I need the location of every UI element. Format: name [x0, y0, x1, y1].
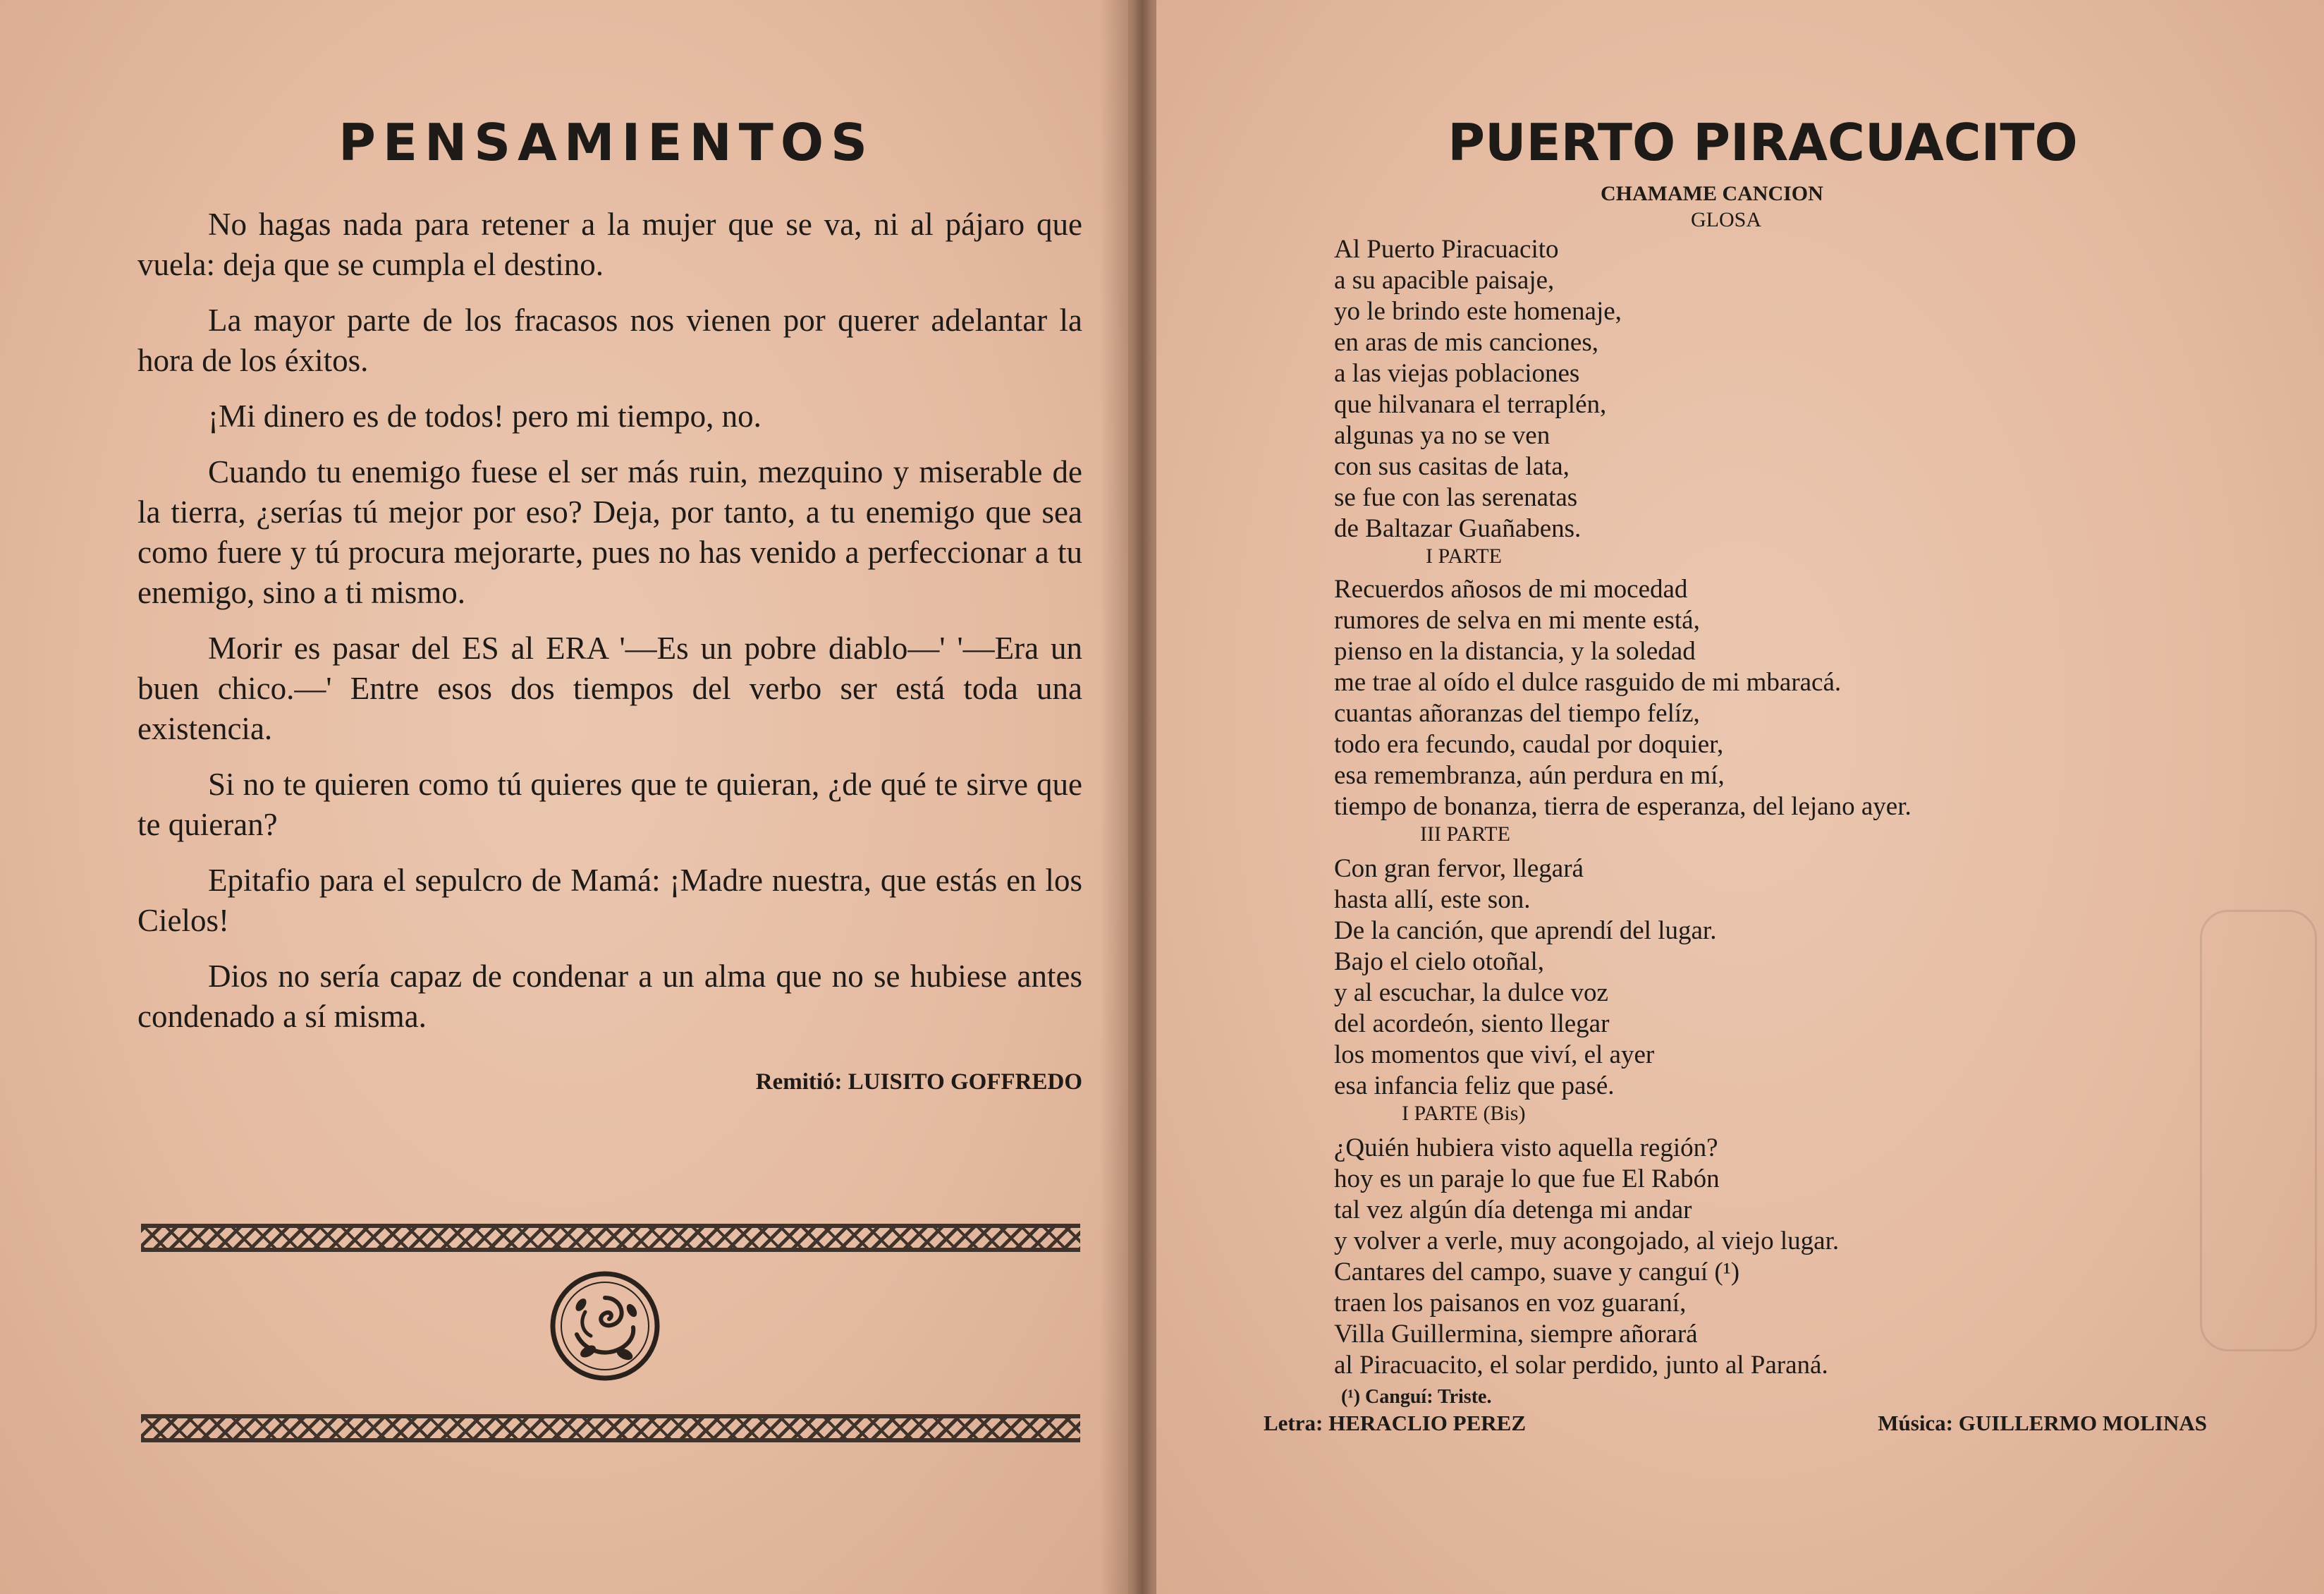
footnote: (¹) Canguí: Triste.	[1341, 1386, 1492, 1408]
lyricist-credit: Letra: HERACLIO PEREZ	[1264, 1411, 1526, 1435]
lyric-line: y al escuchar, la dulce voz	[1334, 978, 1608, 1007]
thought-5: Morir es pasar del ES al ERA '—Es un pobre diablo—' '—Era un buen chico.—' Entre esos dos tiempos del verbo ser está toda una existencia.	[137, 631, 1082, 746]
section-label-i-parte: I PARTE	[1426, 544, 1502, 568]
lyric-line: y volver a verle, muy acongojado, al viejo lugar.	[1334, 1227, 1840, 1255]
lyric-line: Recuerdos añosos de mi mocedad	[1334, 575, 1688, 604]
lyric-line: ¿Quién hubiera visto aquella región?	[1334, 1133, 1718, 1162]
lyric-line: se fue con las serenatas	[1334, 483, 1578, 512]
lyric-line: hoy es un paraje lo que fue El Rabón	[1334, 1164, 1720, 1193]
section-label-iii-parte: III PARTE	[1420, 822, 1510, 846]
lyric-line: de Baltazar Guañabens.	[1334, 514, 1582, 543]
lyric-line: pienso en la distancia, y la soledad	[1334, 637, 1696, 666]
lyric-line: cuantas añoranzas del tiempo felíz,	[1334, 699, 1700, 728]
right-page	[1156, 0, 2324, 1594]
lyric-line: Cantares del campo, suave y canguí (¹)	[1334, 1258, 1740, 1286]
thoughts-list	[137, 205, 1082, 1052]
lyric-line: De la canción, que aprendí del lugar.	[1334, 916, 1717, 945]
lyric-line: esa remembranza, aún perdura en mí,	[1334, 761, 1725, 790]
ornament-border-bottom	[141, 1414, 1080, 1442]
lyric-line: al Piracuacito, el solar perdido, junto al Paraná.	[1334, 1351, 1828, 1380]
lyric-line: que hilvanara el terraplén,	[1334, 390, 1607, 419]
lyric-line: yo le brindo este homenaje,	[1334, 297, 1622, 326]
section-label-i-parte-bis: I PARTE (Bis)	[1402, 1102, 1526, 1125]
song-title: PUERTO PIRACUACITO	[1448, 113, 2078, 172]
remitio-credit: Remitió: LUISITO GOFFREDO	[755, 1069, 1082, 1095]
lyric-line: con sus casitas de lata,	[1334, 452, 1570, 481]
show-through-shape	[2200, 910, 2317, 1351]
thought-7: Epitafio para el sepulcro de Mamá: ¡Madre nuestra, que estás en los Cielos!	[137, 863, 1082, 938]
lyric-line: traen los paisanos en voz guaraní,	[1334, 1289, 1687, 1318]
thought-3: ¡Mi dinero es de todos! pero mi tiempo, no.	[208, 399, 762, 434]
song-genre: CHAMAME CANCION	[1601, 182, 1823, 205]
lyric-line: hasta allí, este son.	[1334, 885, 1531, 914]
floral-emblem-icon	[549, 1270, 661, 1382]
lyric-line: tiempo de bonanza, tierra de esperanza, del lejano ayer.	[1334, 792, 1912, 821]
lyric-line: del acordeón, siento llegar	[1334, 1009, 1610, 1038]
lyric-line: me trae al oído el dulce rasguido de mi mbaracá.	[1334, 668, 1842, 697]
left-page	[0, 0, 1128, 1594]
lyric-line: todo era fecundo, caudal por doquier,	[1334, 730, 1724, 759]
thought-6: Si no te quieren como tú quieres que te quieran, ¿de qué te sirve que te quieran?	[137, 767, 1082, 842]
lyric-line: Al Puerto Piracuacito	[1334, 235, 1559, 264]
lyric-line: a las viejas poblaciones	[1334, 359, 1580, 388]
lyric-line: tal vez algún día detenga mi andar	[1334, 1196, 1692, 1224]
thought-8: Dios no sería capaz de condenar a un alma que no se hubiese antes condenado a sí misma.	[137, 959, 1082, 1034]
lyric-line: Villa Guillermina, siempre añorará	[1334, 1320, 1698, 1349]
lyric-line: Bajo el cielo otoñal,	[1334, 947, 1544, 976]
thought-1: No hagas nada para retener a la mujer que se va, ni al pájaro que vuela: deja que se cumpla el destino.	[137, 207, 1082, 282]
lyric-line: algunas ya no se ven	[1334, 421, 1551, 450]
left-page-title: PENSAMIENTOS	[338, 113, 874, 172]
lyric-line: a su apacible paisaje,	[1334, 266, 1555, 295]
thought-4: Cuando tu enemigo fuese el ser más ruin, mezquino y miserable de la tierra, ¿serías tú mejor por eso? Deja, por tanto, a tu enemigo que sea como fuere y tú procura mejorarte, pues no has venido a perfeccionar a tu enemigo, sino a ti mismo.	[137, 454, 1082, 610]
lyric-line: en aras de mis canciones,	[1334, 328, 1598, 357]
glosa-label: GLOSA	[1691, 208, 1762, 231]
composer-credit: Música: GUILLERMO MOLINAS	[1878, 1411, 2207, 1435]
thought-2: La mayor parte de los fracasos nos vienen por querer adelantar la hora de los éxitos.	[137, 303, 1082, 378]
lyric-line: rumores de selva en mi mente está,	[1334, 606, 1700, 635]
lyric-line: los momentos que viví, el ayer	[1334, 1040, 1655, 1069]
lyric-line: esa infancia feliz que pasé.	[1334, 1071, 1615, 1100]
ornament-border-top	[141, 1224, 1080, 1252]
lyric-line: Con gran fervor, llegará	[1334, 854, 1584, 883]
